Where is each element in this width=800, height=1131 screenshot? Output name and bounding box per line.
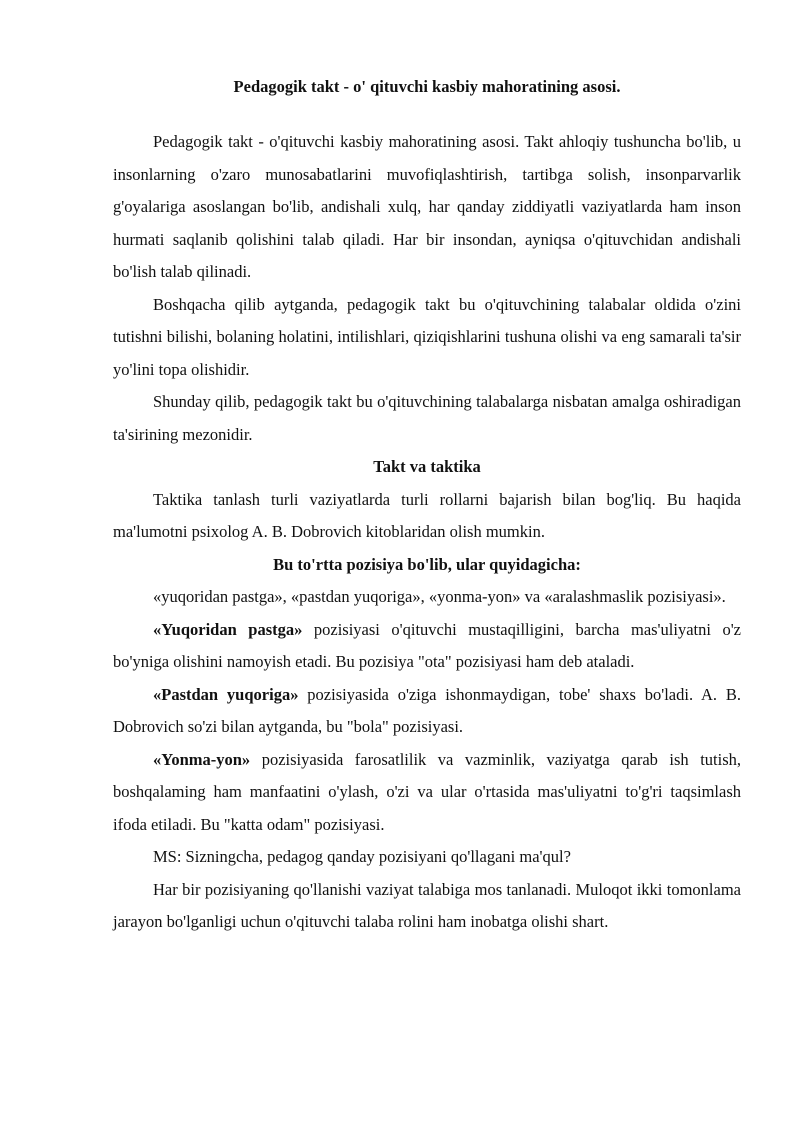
paragraph-text: pozisiyasi o'qituvchi mustaqilligini, barcha mas'uliyatni o'z bo'yniga olishini namoyish etadi. Bu pozisiya "ota" pozisiyasi ham deb ataladi. [113,619,742,671]
paragraph: Har bir pozisiyaning qo'llanishi vaziyat talabiga mos tanlanadi. Muloqot ikki tomonlama jarayon bo'lganligi uchun o'qituvchi talaba rolini ham inobatga olishi shart. [113,879,741,931]
paragraph: «yuqoridan pastga», «pastdan yuqoriga», «yonma-yon» va «aralashmaslik pozisiyasi». [153,587,726,606]
paragraph-text: pozisiyasida farosatlilik va vazminlik, vaziyatga qarab ish tutish, boshqalaming ham manfaatini o'ylash, o'zi va ular o'rtasida mas'uliyatni to'g'ri taqsimlash ifoda etiladi. Bu "katta odam" pozisiyasi. [113,749,741,834]
paragraph [113,744,741,842]
document-title: Pedagogik takt - o' qituvchi kasbiy mahoratining asosi. [233,77,621,96]
paragraph-text: pozisiyasida o'ziga ishonmaydigan, tobe' shaxs bo'ladi. A. B. Dobrovich so'zi bilan aytganda, bu "bola" pozisiyasi. [113,684,741,736]
bold-term: «Pastdan yuqoriga» [153,684,299,704]
section-heading: Bu to'rtta pozisiya bo'lib, ular quyidagicha: [273,554,581,574]
paragraph [113,614,741,679]
paragraph: Taktika tanlash turli vaziyatlarda turli rollarni bajarish bilan bog'liq. Bu haqida ma'lumotni psixolog A. B. Dobrovich kitoblaridan olish mumkin. [113,489,741,541]
paragraph: Boshqacha qilib aytganda, pedagogik takt bu o'qituvchining talabalar oldida o'zini tutishni bilishi, bolaning holatini, intilishlari, qiziqishlarini tushuna olishi va eng samarali ta'sir yo'lini topa olishidir. [113,294,741,379]
paragraph: MS: Sizningcha, pedagog qanday pozisiyani qo'llagani ma'qul? [153,847,571,866]
paragraph: Shunday qilib, pedagogik takt bu o'qituvchining talabalarga nisbatan amalga oshiradigan ta'sirining mezonidir. [113,392,741,444]
bold-term: «Yuqoridan pastga» [153,619,303,639]
bold-term: «Yonma-yon» [153,749,251,769]
paragraph: Pedagogik takt - o'qituvchi kasbiy mahoratining asosi. Takt ahloqiy tushuncha bo'lib, u insonlarning o'zaro munosabatlarini muvofiqlashtirish, tartibga solish, insonparvarlik g'oyalariga asoslangan bo'lib, andishali xulq, har qanday ziddiyatli vaziyatlarda ham inson hurmati saqlanib qolishini talab qiladi. Har bir insondan, ayniqsa o'qituvchidan andishali bo'lish talab qilinadi. [113,132,741,281]
section-heading: Takt va taktika [373,457,481,476]
document-page [113,72,741,939]
paragraph [113,679,741,744]
